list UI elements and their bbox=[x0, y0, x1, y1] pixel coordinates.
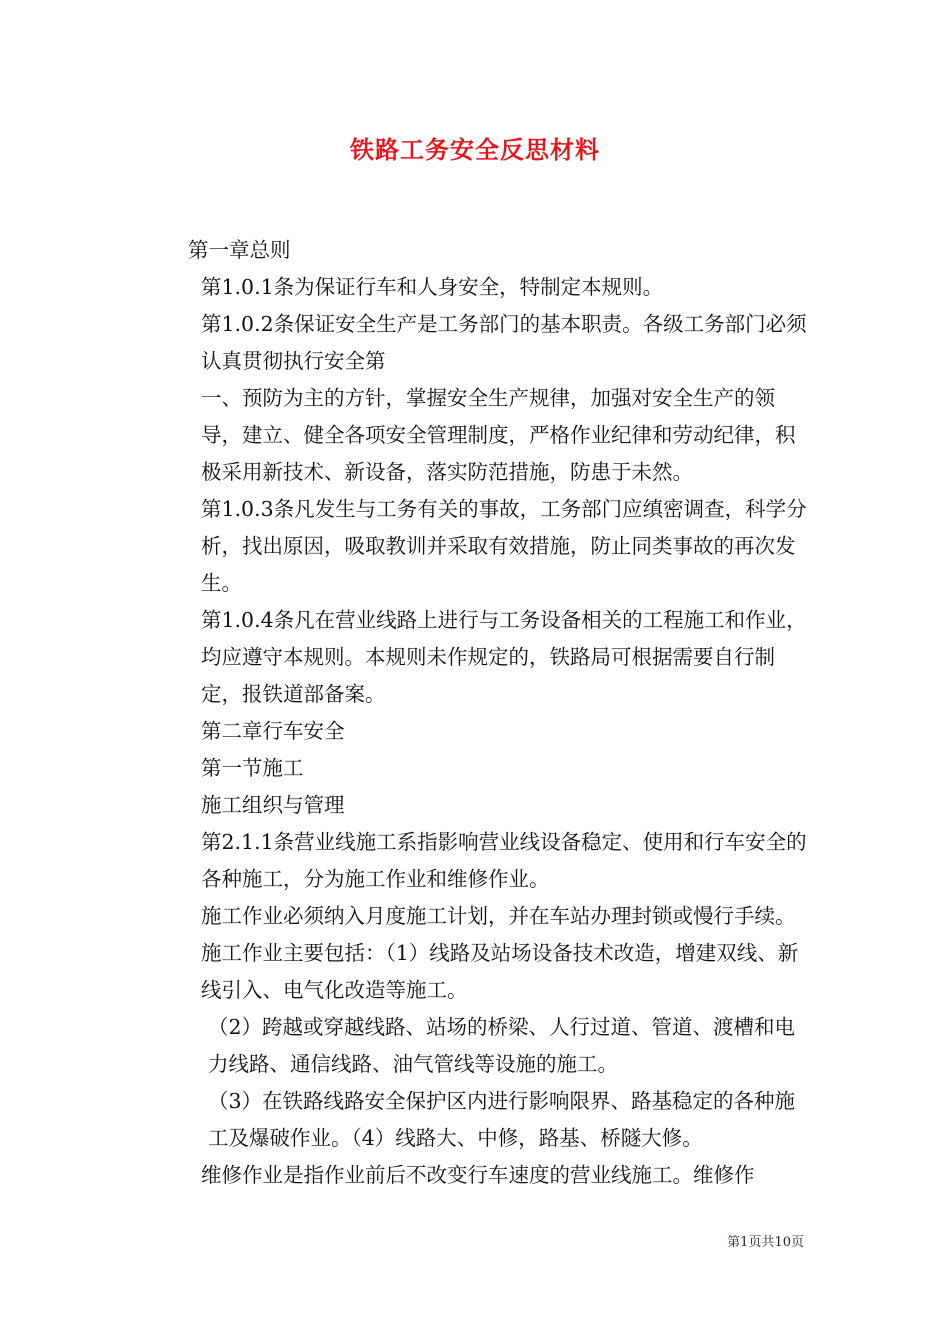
paragraph-article-1-0-3: 第1.0.3条凡发生与工务有关的事故，工务部门应缜密调查，科学分析，找出原因，吸取教训并采取有效措施，防止同类事故的再次发生。 bbox=[201, 497, 807, 595]
paragraph-maintenance-work: 维修作业是指作业前后不改变行车速度的营业线施工。维修作 bbox=[201, 1163, 755, 1187]
paragraph-construction-work: 施工作业必须纳入月度施工计划，并在车站办理封锁或慢行手续。施工作业主要包括：（1）线路及站场设备技术改造，增建双线、新线引入、电气化改造等施工。 bbox=[201, 904, 799, 1002]
paragraph-construction-management: 施工组织与管理 bbox=[201, 793, 345, 817]
document-title: 铁路工务安全反思材料 bbox=[350, 135, 600, 164]
paragraph-article-2-1-1: 第2.1.1条营业线施工系指影响营业线设备稳定、使用和行车安全的各种施工，分为施工作业和维修作业。 bbox=[201, 830, 807, 891]
paragraph-article-1-0-1: 第1.0.1条为保证行车和人身安全，特制定本规则。 bbox=[201, 275, 664, 299]
paragraph-item-3-4: （3）在铁路线路安全保护区内进行影响限界、路基稳定的各种施工及爆破作业。（4）线路大、中修，路基、桥隧大修。 bbox=[208, 1089, 796, 1150]
paragraph-item-2: （2）跨越或穿越线路、站场的桥梁、人行过道、管道、渡槽和电力线路、通信线路、油气管线等设施的施工。 bbox=[208, 1015, 796, 1076]
document-body bbox=[146, 232, 810, 1194]
paragraph-article-1-0-2: 第1.0.2条保证安全生产是工务部门的基本职责。各级工务部门必须认真贯彻执行安全第 bbox=[201, 312, 807, 373]
page-number: 第1页共10页 bbox=[727, 1235, 804, 1250]
paragraph-safety-principle: 一、预防为主的方针，掌握安全生产规律，加强对安全生产的领导，建立、健全各项安全管理制度，严格作业纪律和劳动纪律，积极采用新技术、新设备，落实防范措施，防患于未然。 bbox=[201, 386, 796, 484]
paragraph-chapter-one: 第一章总则 bbox=[188, 238, 291, 262]
paragraph-section-one: 第一节施工 bbox=[201, 756, 304, 780]
paragraph-article-1-0-4: 第1.0.4条凡在营业线路上进行与工务设备相关的工程施工和作业，均应遵守本规则。本规则未作规定的，铁路局可根据需要自行制定，报铁道部备案。 bbox=[201, 608, 807, 706]
paragraph-chapter-two: 第二章行车安全 bbox=[201, 719, 345, 743]
